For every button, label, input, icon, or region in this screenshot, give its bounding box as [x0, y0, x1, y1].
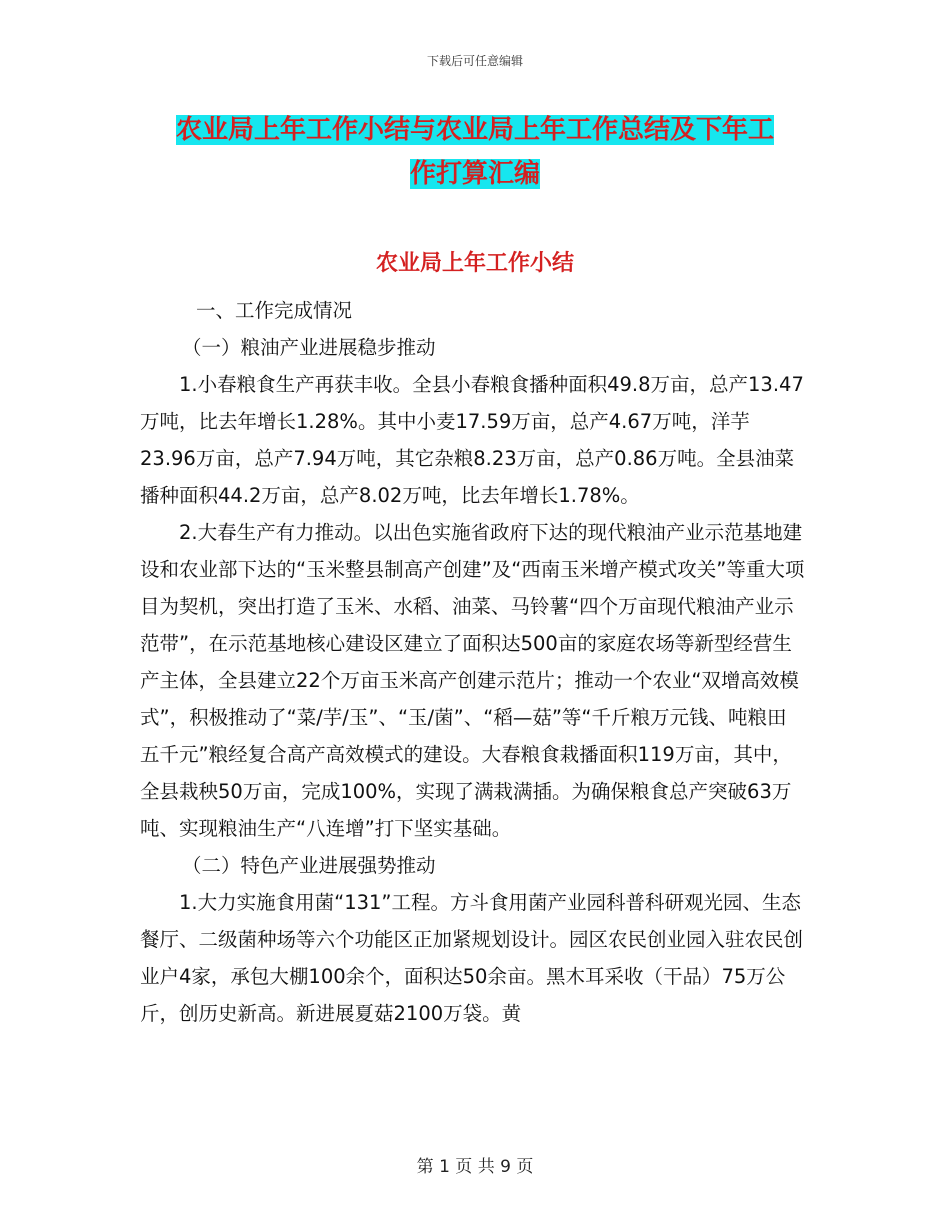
document-body — [140, 292, 805, 1032]
paragraph-3: 1.大力实施食用菌“131”工程。方斗食用菌产业园科普科研观光园、生态餐厅、二级菌种场等六个功能区正加紧规划设计。园区农民创业园入驻农民创业户4家，承包大棚100余个，面积达50余亩。黑木耳采收（干品）75万公斤，创历史新高。新进展夏菇2100万袋。黄 — [140, 891, 804, 1025]
page-header-note: 下载后可任意编辑 — [426, 54, 523, 68]
page-footer-number: 第 1 页 共 9 页 — [416, 1157, 534, 1177]
subsection-heading-2: （二）特色产业进展强势推动 — [182, 854, 436, 877]
section-heading-1: 一、工作完成情况 — [196, 299, 353, 322]
title-line-1: 农业局上年工作小结与农业局上年工作总结及下年工 — [175, 115, 774, 145]
title-line-2: 作打算汇编 — [409, 159, 540, 189]
document-subtitle: 农业局上年工作小结 — [375, 251, 574, 276]
paragraph-2: 2.大春生产有力推动。以出色实施省政府下达的现代粮油产业示范基地建设和农业部下达的“玉米整县制高产创建”及“西南玉米增产模式攻关”等重大项目为契机，突出打造了玉米、水稻、油菜、马铃薯“四个万亩现代粮油产业示范带”，在示范基地核心建设区建立了面积达500亩的家庭农场等新型经营生产主体，全县建立22个万亩玉米高产创建示范片；推动一个农业“双增高效模式”，积极推动了“菜/芋/玉”、“玉/菌”、“稻—菇”等“千斤粮万元钱、吨粮田五千元”粮经复合高产高效模式的建设。大春粮食栽播面积119万亩，其中，全县栽秧50万亩，完成100%，实现了满栽满插。为确保粮食总产突破63万吨、实现粮油生产“八连增”打下坚实基础。 — [140, 521, 805, 840]
subsection-heading-1: （一）粮油产业进展稳步推动 — [182, 336, 436, 359]
document-title — [140, 108, 810, 196]
paragraph-1: 1.小春粮食生产再获丰收。全县小春粮食播种面积49.8万亩，总产13.47万吨，比去年增长1.28%。其中小麦17.59万亩，总产4.67万吨，洋芋23.96万亩，总产7.94万吨，其它杂粮8.23万亩，总产0.86万吨。全县油菜播种面积44.2万亩，总产8.02万吨，比去年增长1.78%。 — [140, 373, 804, 507]
